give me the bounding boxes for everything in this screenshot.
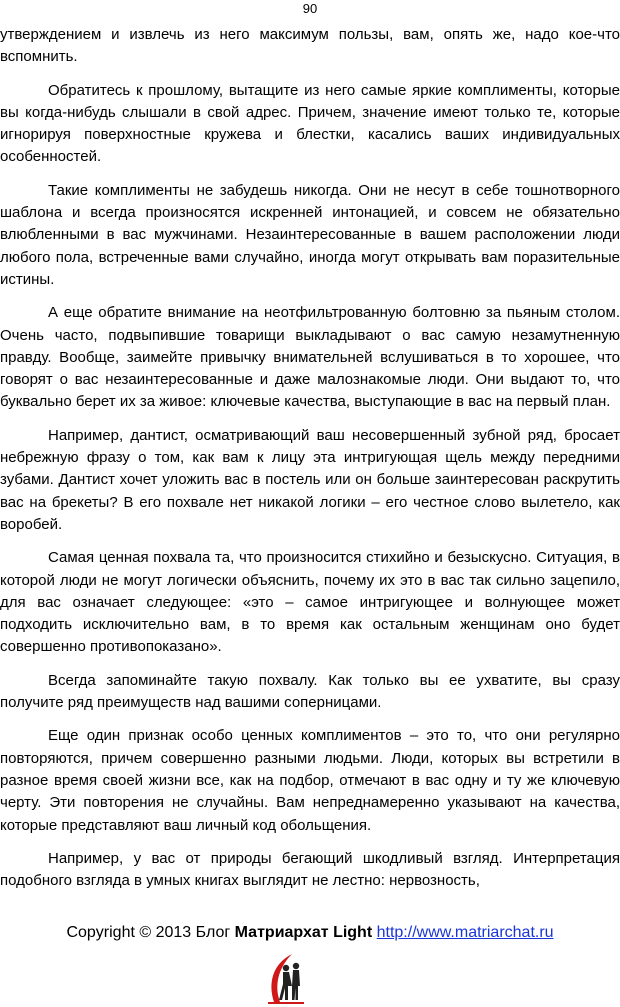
- paragraph: А еще обратите внимание на неотфильтрованную болтовню за пьяным столом. Очень часто, подвыпившие товарищи выкладывают о вас самую незамутненную правду. Вообще, заимейте привычку внимательней вслушиваться в то хорошее, что говорят о вас незаинтересованные и даже малознакомые люди. Они выдают то, что буквально берет их за живое: ключевые качества, выступающие в вас на первый план.: [0, 304, 620, 411]
- page-number: 90: [302, 1, 318, 16]
- paragraph: Например, у вас от природы бегающий шкодливый взгляд. Интерпретация подобного взгляда в умных книгах выглядит не лестно: нервозность,: [0, 849, 620, 890]
- copyright-text: Copyright © 2013 Блог: [66, 924, 235, 941]
- blog-logo-icon: [262, 950, 308, 1005]
- footer-copyright: [0, 924, 620, 942]
- page-body: [0, 24, 620, 903]
- paragraph: Всегда запоминайте такую похвалу. Как только вы ее ухватите, вы сразу получите ряд преимуществ над вашими соперницами.: [0, 671, 620, 712]
- paragraph-continuation: утверждением и извлечь из него максимум пользы, вам, опять же, надо кое-что вспомнить.: [0, 26, 620, 66]
- paragraph: Обратитесь к прошлому, вытащите из него самые яркие комплименты, которые вы когда-нибудь слышали в свой адрес. Причем, значение имеют только те, которые игнорируя поверхностные кружева и блестки, касались ваших индивидуальных особенностей.: [0, 81, 620, 166]
- paragraph: Такие комплименты не забудешь никогда. Они не несут в себе тошнотворного шаблона и всегда произносятся искренней интонацией, и совсем не обязательно влюбленными в вас мужчинами. Незаинтересованные в вашем расположении люди любого пола, встреченные вами случайно, иногда могут открывать вам поразительные истины.: [0, 181, 620, 288]
- blog-link[interactable]: http://www.matriarchat.ru: [376, 924, 554, 941]
- blog-brand-name: Матриархат Light: [234, 924, 373, 941]
- paragraph: Еще один признак особо ценных комплиментов – это то, что они регулярно повторяются, причем совершенно разными людьми. Люди, которых вы встретили в разное время своей жизни все, как на подбор, отмечают в вас одну и ту же ключевую черту. Эти повторения не случайны. Вам непреднамеренно указывают на качества, которые представляют ваш личный код обольщения.: [0, 727, 620, 834]
- paragraph: Например, дантист, осматривающий ваш несовершенный зубной ряд, бросает небрежную фразу о том, как вам к лицу эта интригующая щель между передними зубами. Дантист хочет уложить вас в постель или он больше заинтересован раскрутить вас на брекеты? В его похвале нет никакой логики – его честное слово вылетело, как воробей.: [0, 426, 620, 533]
- paragraph: Самая ценная похвала та, что произносится стихийно и безыскусно. Ситуация, в которой люди не могут логически объяснить, почему их это в вас так сильно зацепило, для вас означает следующее: «это – самое интригующее и волнующее может подходить исключительно вам, в то время как остальным женщинам оно будет совершенно противопоказано».: [0, 549, 620, 656]
